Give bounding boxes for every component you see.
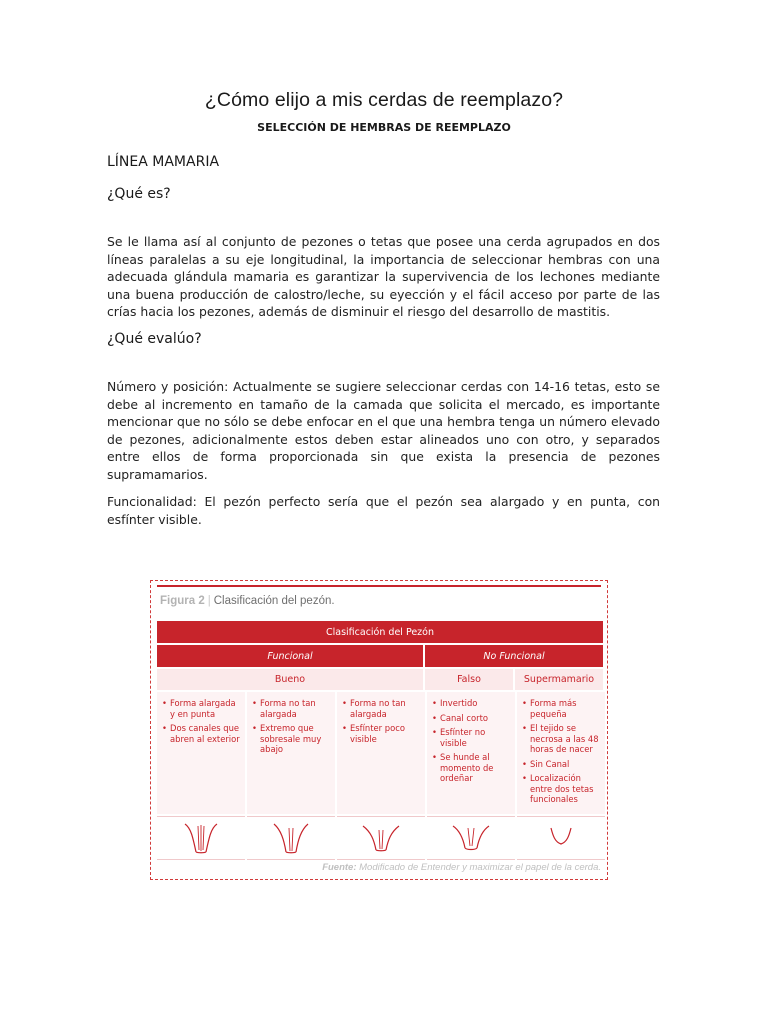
document-title: ¿Cómo elijo a mis cerdas de reemplazo? (204, 89, 564, 111)
list-item: • Se hunde al momento de ordeñar (432, 752, 510, 784)
nipple-short-icon (359, 822, 403, 854)
numero-label: Número y posición: (107, 379, 229, 394)
list-item: • Sin Canal (522, 759, 600, 770)
description-cell-1 (157, 692, 245, 814)
list-item: • Forma no tan alargada (342, 698, 420, 719)
list-item: • Canal corto (432, 713, 510, 724)
figure-caption (160, 595, 335, 607)
description-cell-3 (337, 692, 425, 814)
source-label: Fuente: (322, 862, 357, 873)
paragraph-numero-posicion (107, 378, 660, 483)
figure-separator: | (207, 595, 211, 607)
funcionalidad-text: El pezón perfecto sería que el pezón sea alargado y en punta, con esfínter visible. (107, 494, 660, 527)
nipple-extended-icon (269, 822, 313, 854)
figure-number: Figura 2 (160, 595, 205, 607)
paragraph-definition: Se le llama así al conjunto de pezones o tetas que posee una cerda agrupados en dos líneas paralelas a su eje longitudinal, la importancia de seleccionar hembras con una adecuada glándula mamaria es garantizar la supervivencia de los lechones mediante una buena producción de calostro/leche, su eyección y el fácil acceso por parte de las crías hacia los pezones, además de disminuir el riesgo del desarrollo de mastitis. (107, 234, 660, 319)
list-item: • Forma no tan alargada (252, 698, 330, 719)
group-header-row (157, 645, 603, 667)
nipple-illustration-2 (247, 816, 335, 860)
list-item: • El tejido se necrosa a las 48 horas de nacer (522, 723, 600, 755)
list-item: • Localización entre dos tetas funcionales (522, 773, 600, 805)
list-item: • Extremo que sobresale muy abajo (252, 723, 330, 755)
group-funcional: Funcional (157, 645, 423, 667)
section-heading: LÍNEA MAMARIA (107, 154, 220, 170)
numero-text: Actualmente se sugiere seleccionar cerdas con 14-16 tetas, esto se debe al incremento en tamaño de la camada que solicita el mercado, es importante mencionar que no sólo se debe enfocar en el que una hembra tenga un número elevado de pezones, adicionalmente estos deben estar alineados uno con otro, y separados entre ellos de forma proporcionada sin que exista la presencia de pezones supramamarios. (107, 379, 660, 482)
document-subtitle: SELECCIÓN DE HEMBRAS DE REEMPLAZO (257, 121, 511, 134)
nipple-illustration-4 (427, 816, 515, 860)
description-cell-2 (247, 692, 335, 814)
category-supermamario: Supermamario (515, 669, 603, 690)
list-item: • Esfínter no visible (432, 727, 510, 748)
category-falso: Falso (425, 669, 513, 690)
nipple-illustration-1 (157, 816, 245, 860)
list-item: • Forma alargada y en punta (162, 698, 240, 719)
description-cell-5 (517, 692, 605, 814)
group-no-funcional: No Funcional (425, 645, 603, 667)
source-text: Modificado de Entender y maximizar el papel de la cerda. (356, 862, 601, 873)
category-bueno: Bueno (157, 669, 423, 690)
nipple-normal-icon (179, 822, 223, 854)
description-row (157, 692, 605, 814)
paragraph-funcionalidad (107, 493, 660, 528)
list-item: • Esfínter poco visible (342, 723, 420, 744)
nipple-inverted-icon (449, 822, 493, 854)
category-header-row (157, 669, 603, 690)
question-heading-que-evaluo: ¿Qué evalúo? (107, 331, 202, 347)
list-item: • Forma más pequeña (522, 698, 600, 719)
list-item: • Invertido (432, 698, 510, 709)
figure-source (322, 862, 601, 873)
nipple-illustration-5 (517, 816, 605, 860)
illustration-row (157, 816, 605, 860)
list-item: • Dos canales que abren al exterior (162, 723, 240, 744)
question-heading-que-es: ¿Qué es? (107, 186, 171, 202)
funcionalidad-label: Funcionalidad: (107, 494, 197, 509)
figure-top-rule (157, 585, 601, 587)
table-title: Clasificación del Pezón (157, 621, 603, 643)
figure-caption-text: Clasificación del pezón. (213, 595, 335, 607)
description-cell-4 (427, 692, 515, 814)
nipple-illustration-3 (337, 816, 425, 860)
figure-nipple-classification (150, 580, 608, 880)
nipple-supernumerary-icon (539, 822, 583, 854)
